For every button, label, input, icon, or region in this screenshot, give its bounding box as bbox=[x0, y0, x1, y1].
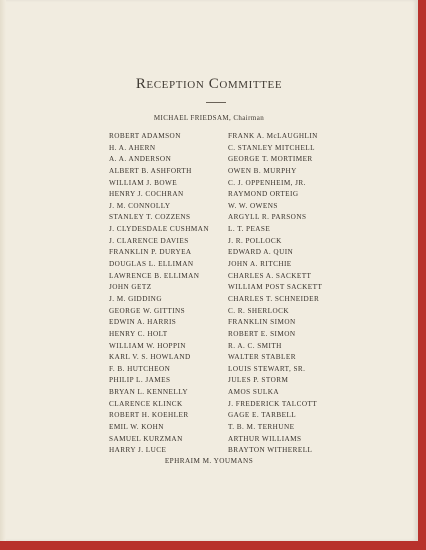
member-name: GEORGE T. MORTIMER bbox=[228, 155, 313, 164]
member-name: JOHN A. RITCHIE bbox=[228, 260, 292, 269]
member-name: STANLEY T. COZZENS bbox=[109, 213, 191, 222]
member-name: FRANKLIN P. DURYEA bbox=[109, 248, 192, 257]
member-list-right bbox=[228, 131, 322, 457]
member-name: CHARLES A. SACKETT bbox=[228, 271, 312, 280]
member-name: BRAYTON WITHERELL bbox=[228, 446, 313, 455]
member-name: C. R. SHERLOCK bbox=[228, 306, 290, 315]
member-name: WALTER STABLER bbox=[228, 353, 296, 362]
member-name: CHARLES T. SCHNEIDER bbox=[228, 294, 320, 303]
member-name: DOUGLAS L. ELLIMAN bbox=[109, 260, 194, 269]
member-list-left bbox=[109, 131, 209, 457]
member-name: T. B. M. TERHUNE bbox=[228, 423, 295, 432]
member-name: OWEN B. MURPHY bbox=[228, 166, 297, 175]
member-name: KARL V. S. HOWLAND bbox=[109, 353, 191, 362]
page-title: Reception Committee bbox=[135, 76, 283, 92]
member-name: FRANK A. McLAUGHLIN bbox=[228, 132, 318, 140]
member-name: RAYMOND ORTEIG bbox=[228, 190, 299, 199]
member-name: AMOS SULKA bbox=[228, 388, 280, 397]
member-name: HARRY J. LUCE bbox=[109, 446, 167, 455]
member-name: PHILIP L. JAMES bbox=[109, 376, 171, 385]
member-name: SAMUEL KURZMAN bbox=[109, 434, 183, 443]
member-name: R. A. C. SMITH bbox=[228, 341, 282, 350]
member-name: HENRY C. HOLT bbox=[109, 329, 168, 338]
member-name: ROBERT ADAMSON bbox=[109, 132, 181, 140]
member-name: ROBERT E. SIMON bbox=[228, 329, 296, 338]
member-name: J. FREDERICK TALCOTT bbox=[228, 399, 318, 408]
member-name: GAGE E. TARBELL bbox=[228, 411, 297, 420]
member-name: A. A. ANDERSON bbox=[109, 155, 172, 164]
member-name: ARGYLL R. PARSONS bbox=[228, 213, 307, 222]
member-name: JOHN GETZ bbox=[109, 283, 152, 292]
member-name: C. STANLEY MITCHELL bbox=[228, 143, 315, 152]
member-name: J. M. CONNOLLY bbox=[109, 201, 171, 210]
member-name: J. CLYDESDALE CUSHMAN bbox=[109, 225, 209, 234]
member-name: FRANKLIN SIMON bbox=[228, 318, 296, 327]
member-name: EDWARD A. QUIN bbox=[228, 248, 294, 257]
member-name: L. T. PEASE bbox=[228, 225, 271, 234]
member-name: BRYAN L. KENNELLY bbox=[109, 388, 188, 397]
member-name: ALBERT B. ASHFORTH bbox=[109, 166, 192, 175]
member-name: EDWIN A. HARRIS bbox=[109, 318, 177, 327]
member-name: J. R. POLLOCK bbox=[228, 236, 282, 245]
member-name: JULES P. STORM bbox=[228, 376, 289, 385]
chairman-line: MICHAEL FRIEDSAM, Chairman bbox=[153, 114, 265, 122]
final-member: EPHRAIM M. YOUMANS bbox=[164, 457, 254, 465]
member-name: ARTHUR WILLIAMS bbox=[228, 434, 302, 443]
member-name: J. M. GIDDING bbox=[109, 294, 162, 303]
member-name: ROBERT H. KOEHLER bbox=[109, 411, 189, 420]
member-name: WILLIAM W. HOPPIN bbox=[109, 341, 186, 350]
member-name: EMIL W. KOHN bbox=[109, 423, 164, 432]
member-name: LAWRENCE B. ELLIMAN bbox=[109, 271, 200, 280]
member-name: W. W. OWENS bbox=[228, 201, 278, 210]
member-name: CLARENCE KLINCK bbox=[109, 399, 183, 408]
member-name: WILLIAM POST SACKETT bbox=[228, 283, 323, 292]
member-name: LOUIS STEWART, SR. bbox=[228, 364, 306, 373]
member-name: GEORGE W. GITTINS bbox=[109, 306, 186, 315]
member-name: WILLIAM J. BOWE bbox=[109, 178, 178, 187]
member-name: J. CLARENCE DAVIES bbox=[109, 236, 189, 245]
member-name: H. A. AHERN bbox=[109, 143, 156, 152]
member-name: F. B. HUTCHEON bbox=[109, 364, 171, 373]
title-divider bbox=[206, 102, 226, 103]
member-name: C. J. OPPENHEIM, JR. bbox=[228, 178, 306, 187]
member-name: HENRY J. COCHRAN bbox=[109, 190, 184, 199]
